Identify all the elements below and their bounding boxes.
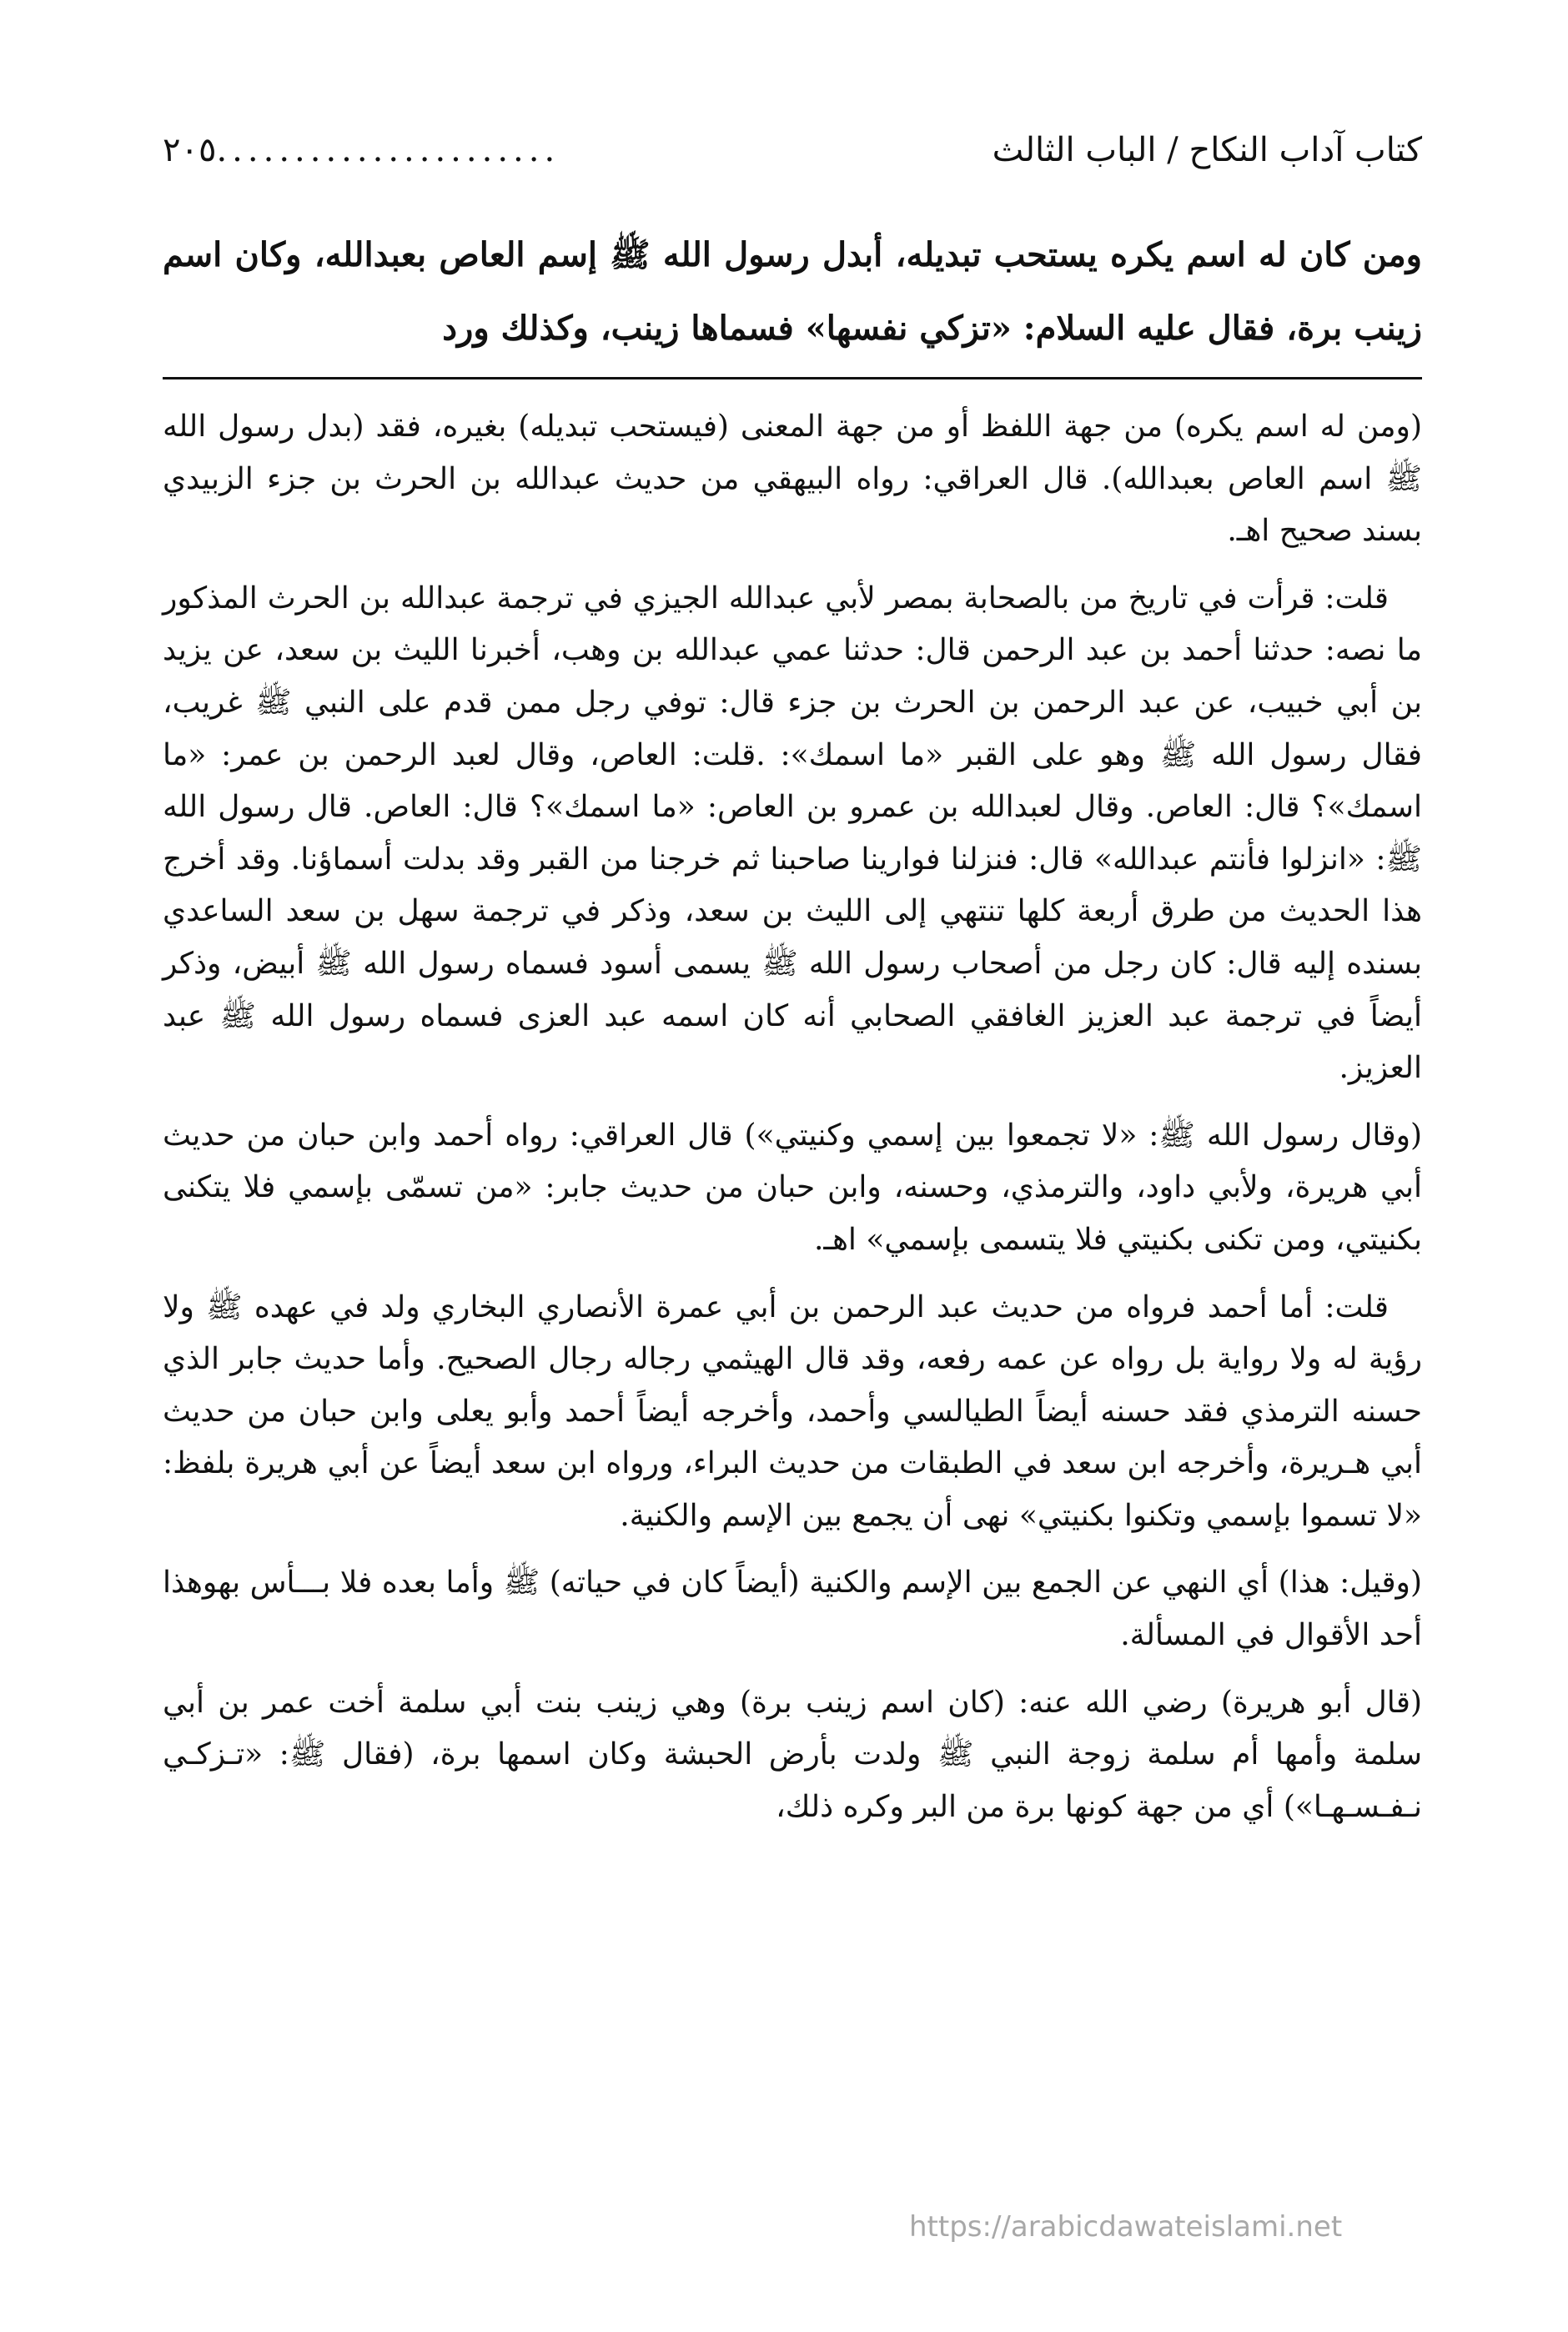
commentary-paragraph: قلت: أما أحمد فرواه من حديث عبد الرحمن بن أبي عمرة الأنصاري البخاري ولد في عهده ﷺ ولا رؤية له ولا رواية بل رواه عن عمه رفعه، وقد قال الهيثمي رجاله رجال الصحيح. وأما حديث جابر الذي حسنه الترمذي فقد حسنه أيضاً الطيالسي وأحمد، وأخرجه أيضاً أحمد وأبو يعلى وابن حبان من حديث أبي هـريرة، وأخرجه ابن سعد في الطبقات من حديث البراء، ورواه ابن سعد أيضاً عن أبي هريرة بلفظ: «لا تسموا بإسمي وتكنوا بكنيتي» نهى أن يجمع بين الإسم والكنية. xyxy=(163,1289,1422,1533)
commentary-paragraph: (قال أبو هريرة) رضي الله عنه: (كان اسم زينب برة) وهي زينب بنت أبي سلمة أخت عمر بن أبي سلمة وأمها أم سلمة زوجة النبي ﷺ ولدت بأرض الحبشة وكان اسمها برة، (فقال ﷺ: «تـزكـي نـفـسـهـا») أي من جهة كونها برة من البر وكره ذلك، xyxy=(163,1685,1422,1824)
commentary xyxy=(163,401,1422,1833)
book-page xyxy=(163,125,1422,1848)
page-number: ٢٠٥ xyxy=(163,131,217,169)
main-text: ومن كان له اسم يكره يستحب تبديله، أبدل رسول الله ﷺ إسم العاص بعبدالله، وكان اسم زينب برة، فقال عليه السلام: «تزكي نفسها» فسماها زينب، وكذلك ورد xyxy=(163,235,1422,348)
commentary-paragraph: قلت: قرأت في تاريخ من بالصحابة بمصر لأبي عبدالله الجيزي في ترجمة عبدالله بن الحرث المذكور ما نصه: حدثنا أحمد بن عبد الرحمن قال: حدثنا عمي عبدالله بن وهب، أخبرنا الليث بن سعد، عن يزيد بن أبي خبيب، عن عبد الرحمن بن الحرث بن جزء قال: توفي رجل ممن قدم على النبي ﷺ غريب، فقال رسول الله ﷺ وهو على القبر «ما اسمك»: .قلت: العاص، وقال لعبد الرحمن بن عمر: «ما اسمك»؟ قال: العاص. وقال لعبدالله بن عمرو بن العاص: «ما اسمك»؟ قال: العاص. قال رسول الله ﷺ: «انزلوا فأنتم عبدالله» قال: فنزلنا فوارينا صاحبنا ثم خرجنا من القبر وقد بدلت أسماؤنا. وقد أخرج هذا الحديث من طرق أربعة كلها تنتهي إلى الليث بن سعد، وذكر في ترجمة سهل بن سعد الساعدي بسنده إليه قال: كان رجل من أصحاب رسول الله ﷺ يسمى أسود فسماه رسول الله ﷺ أبيض، وذكر أيضاً في ترجمة عبد العزيز الغافقي الصحابي أنه كان اسمه عبد العزى فسماه رسول الله ﷺ عبد العزيز. xyxy=(163,580,1423,1086)
commentary-paragraph: (وقال رسول الله ﷺ: «لا تجمعوا بين إسمي وكنيتي») قال العراقي: رواه أحمد وابن حبان من حديث أبي هريرة، ولأبي داود، والترمذي، وحسنه، وابن حبان من حديث جابر: «من تسمّى بإسمي فلا يتكنى بكنيتي، ومن تكنى بكنيتي فلا يتسمى بإسمي» اهـ. xyxy=(163,1118,1422,1257)
header-leader-dots: ...................... xyxy=(216,131,560,169)
running-header-title: كتاب آداب النكاح / الباب الثالث xyxy=(992,131,1422,169)
watermark-url: https://arabicdawateislami.net xyxy=(909,2210,1343,2244)
commentary-paragraph: (ومن له اسم يكره) من جهة اللفظ أو من جهة المعنى (فيستحب تبديله) بغيره، فقد (بدل رسول الله ﷺ اسم العاص بعبدالله). قال العراقي: رواه البيهقي من حديث عبدالله بن الحرث بن جزء الزبيدي بسند صحيح اهـ. xyxy=(163,410,1422,549)
commentary-paragraph: (وقيل: هذا) أي النهي عن الجمع بين الإسم والكنية (أيضاً كان في حياته) ﷺ وأما بعده فلا بـــأس بهوهذا أحد الأقوال في المسألة. xyxy=(163,1566,1422,1653)
running-header xyxy=(163,125,1422,175)
page-number-group xyxy=(163,125,575,175)
section-divider xyxy=(163,377,1422,379)
